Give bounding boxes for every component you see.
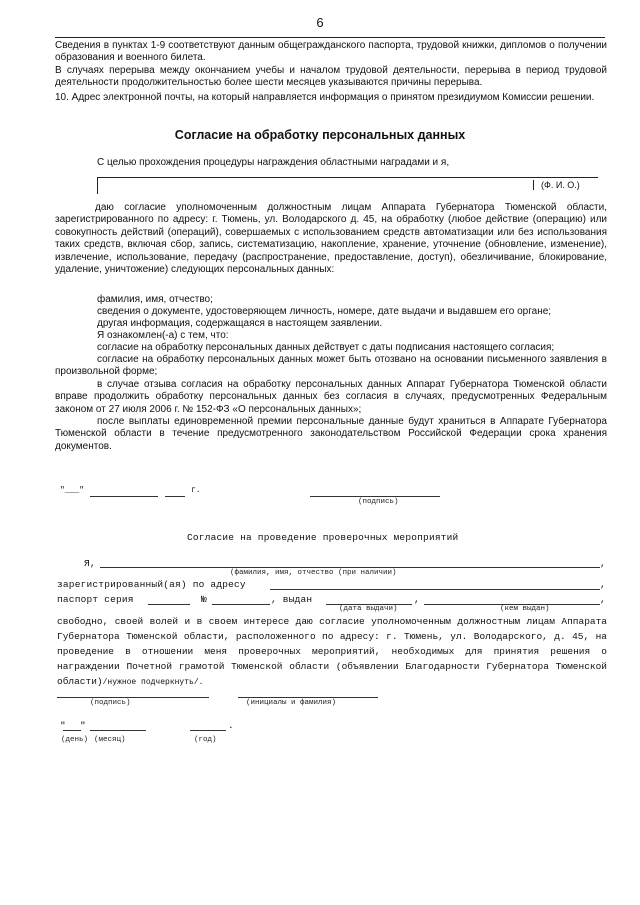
- check-number-line[interactable]: [212, 604, 270, 605]
- consent-body: даю согласие уполномоченным должностным лицам Аппарата Губернатора Тюменской области, зарегистрированного по адресу: г. Тюмень, ул. Володарского д. 45, на обработку (любое действие (операцию) или совокупность действий (операций), совершаемых с использованием средств автоматизации или без использования таких средств, включая сбор, запись, систематизацию, накопление, хранение, уточнение (обновление, изменение), извлечение, использование, передачу (распространение, предоставление, доступ), обезличивание, блокирование, удаление, уничтожение) следующих персональных данных:: [55, 202, 607, 276]
- check-fio-comma: ,: [600, 558, 606, 569]
- fio-separator: [533, 180, 534, 190]
- note-paragraph-3: 10. Адрес электронной почты, на который направляется информация о принятом президиумом Комиссии решении.: [55, 92, 595, 103]
- check-date-period: .: [228, 720, 234, 731]
- check-ya: Я,: [84, 558, 96, 569]
- check-year-line[interactable]: [190, 730, 226, 731]
- check-issue-comma: ,: [414, 594, 420, 605]
- check-signature-caption: (подпись): [90, 699, 131, 707]
- check-initials-caption: (инициалы и фамилия): [246, 699, 337, 707]
- consent-intro: С целью прохождения процедуры награждения областными наградами и я,: [97, 157, 450, 168]
- check-title: Согласие на проведение проверочных мероприятий: [187, 532, 459, 543]
- check-date-open-quote: ": [60, 720, 66, 731]
- check-month-caption: (месяц): [94, 736, 126, 744]
- data-item-1: фамилия, имя, отчество;: [97, 294, 213, 305]
- consent-date-quote: "___": [60, 486, 85, 495]
- check-date-close-quote: ": [80, 720, 86, 731]
- condition-3: в случае отзыва согласия на обработку персональных данных Аппарат Губернатора Тюменской области вправе продолжить обработку персональных данных без согласия в случаях, предусмотренных Федеральным законом от 27 июля 2006 г. № 152-ФЗ «О персональных данных»;: [55, 379, 607, 415]
- consent-month-line[interactable]: [90, 496, 158, 497]
- check-issue-date-caption: (дата выдачи): [339, 605, 398, 613]
- note-paragraph-2: В случаях перерыва между окончанием учебы и началом трудовой деятельности, перерыва в период трудовой деятельности продолжительностью более шести месяцев указываются причины перерыва.: [55, 65, 607, 89]
- check-passport-label: паспорт серия: [57, 594, 134, 605]
- check-address-line[interactable]: [270, 589, 600, 590]
- consent-signature-line[interactable]: [310, 496, 440, 497]
- check-day-caption: (день): [61, 736, 89, 744]
- check-issued-label: , выдан: [271, 594, 313, 605]
- condition-1: согласие на обработку персональных данных действует с даты подписания настоящего согласия;: [97, 342, 555, 353]
- check-number-sign: №: [201, 594, 207, 605]
- acquainted-line: Я ознакомлен(-а) с тем, что:: [97, 330, 229, 341]
- check-body-text: свободно, своей волей и в своем интересе даю согласие уполномоченным должностным лицам Аппарата Губернатора Тюменской области, расположенного по адресу: г. Тюмень, ул. Володарского, д. 45, на проведение в отношении меня проверочных мероприятий, необходимых для принятия решения о награждении Почетной грамотой Тюменской области (объявлении Благодарности Губернатора Тюменской области): [57, 616, 607, 687]
- check-issuer-comma: ,: [600, 594, 606, 605]
- check-year-caption: (год): [194, 736, 217, 744]
- note-paragraph-1: Сведения в пунктах 1-9 соответствуют данным общегражданского паспорта, трудовой книжки, дипломов о получении образования и военного билета.: [55, 40, 607, 64]
- check-body: [57, 614, 607, 690]
- check-initials-line[interactable]: [238, 697, 378, 698]
- check-fio-caption: (фамилия, имя, отчество (при наличии): [230, 569, 397, 577]
- check-day-line[interactable]: [63, 730, 81, 731]
- check-issuer-caption: (кем выдан): [500, 605, 550, 613]
- condition-2: согласие на обработку персональных данных может быть отозвано на основании письменного заявления в произвольной форме;: [55, 354, 607, 378]
- fio-input-box[interactable]: [97, 177, 598, 194]
- condition-4: после выплаты единовременной премии персональные данные будут храниться в Аппарате Губернатора Тюменской области в течение предусмотренного законодательством Российской Федерации срока хранения документов.: [55, 416, 607, 452]
- page-number: 6: [316, 15, 324, 30]
- check-fio-line[interactable]: [100, 567, 600, 568]
- consent-title: Согласие на обработку персональных данных: [174, 128, 466, 142]
- data-item-2: сведения о документе, удостоверяющем личность, номере, дате выдачи и выдавшем его органе;: [97, 306, 552, 317]
- check-registered-label: зарегистрированный(ая) по адресу: [57, 579, 246, 590]
- data-item-3: другая информация, содержащаяся в настоящем заявлении.: [97, 318, 383, 329]
- header-rule: [55, 37, 605, 38]
- check-body-tail: /нужное подчеркнуть/.: [102, 678, 204, 687]
- consent-year-suffix: г.: [191, 486, 201, 495]
- check-address-comma: ,: [600, 579, 606, 590]
- consent-year-line[interactable]: [165, 496, 185, 497]
- check-signature-line[interactable]: [57, 697, 209, 698]
- check-series-line[interactable]: [148, 604, 190, 605]
- check-month-line[interactable]: [90, 730, 146, 731]
- consent-signature-caption: (подпись): [358, 498, 399, 506]
- fio-label: (Ф. И. О.): [541, 180, 580, 190]
